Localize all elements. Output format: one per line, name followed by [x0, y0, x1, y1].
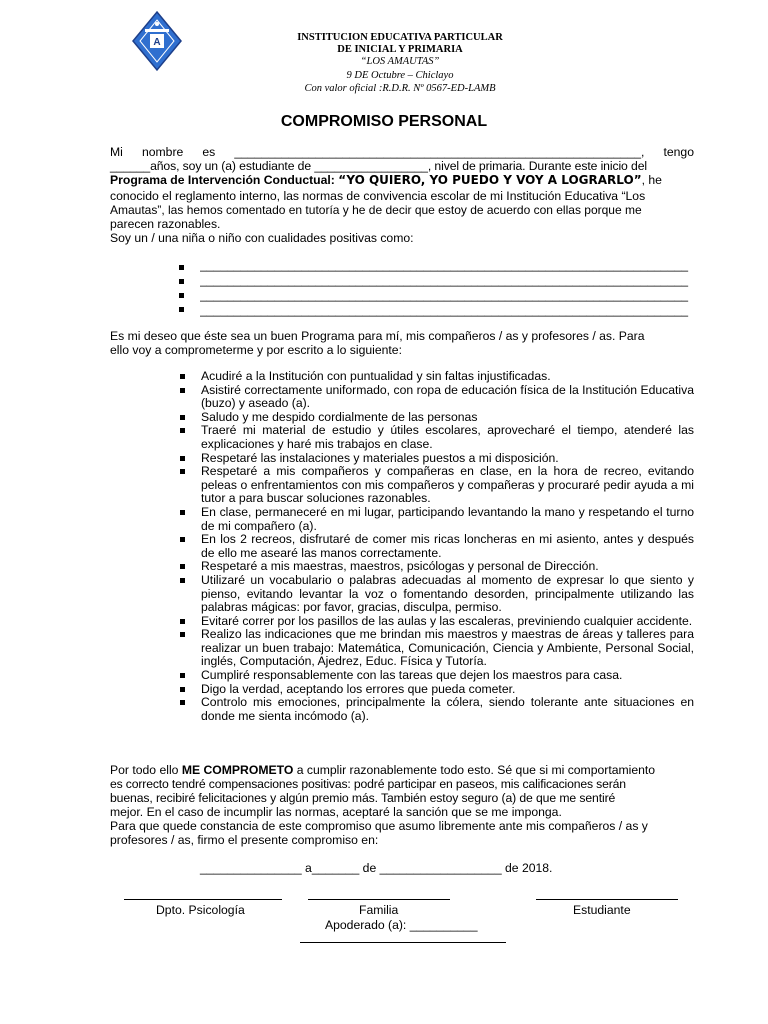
signature-label-estudiante: Estudiante: [573, 903, 631, 917]
commitment-text: Acudiré a la Institución con puntualidad y sin faltas injustificadas.: [201, 369, 551, 383]
commitment-text: Controlo mis emociones, principalmente la cólera, siendo tolerante ante situaciones en donde me sienta incómodo (a).: [201, 695, 694, 723]
commitment-text: En los 2 recreos, disfrutaré de comer mis ricas loncheras en mi asiento, antes y después de ello me asearé las manos correctamente.: [201, 532, 694, 560]
commitment-text: Respetaré a mis compañeros y compañeras en clase, en la hora de recreo, evitando peleas o enfrentamientos con mis compañeros y compañeras y procuraré pedir ayuda a mi tutor a para buscar soluciones razonables.: [201, 464, 694, 506]
institution-level: DE INICIAL Y PRIMARIA: [337, 44, 463, 55]
signature-label-psicologia: Dpto. Psicología: [156, 903, 245, 917]
intro-reasonable-line: parecen razonables.: [110, 217, 221, 231]
bullet-icon: [180, 510, 185, 515]
commitment-text: Respetaré las instalaciones y materiales puestos a mi disposición.: [201, 450, 559, 465]
bullet-icon: [180, 456, 185, 461]
intro-word: es: [202, 145, 216, 159]
bullet-icon: [180, 428, 185, 433]
institution-name: INSTITUCION EDUCATIVA PARTICULAR: [297, 32, 503, 43]
institution-brand: “LOS AMAUTAS”: [360, 56, 440, 67]
commitment-emphasis: ME COMPROMETO: [181, 763, 294, 777]
commitment-item: [178, 411, 694, 425]
intro-age-line: ______años, soy un (a) estudiante de _________________, nivel de primaria. Durante este inicio del: [110, 159, 647, 173]
intro-word: tengo: [663, 145, 694, 159]
commitment-text: Respetaré a mis maestras, maestros, psicólogas y personal de Dirección.: [201, 559, 599, 574]
signature-line-estudiante: [536, 899, 678, 900]
bullet-icon: [180, 578, 185, 583]
commitment-item: [178, 683, 694, 697]
bullet-icon: [180, 469, 185, 474]
commitment-text: Saludo y me despido cordialmente de las personas: [201, 409, 478, 424]
signature-line-familia: [308, 899, 450, 900]
intro-text: , he: [641, 173, 662, 187]
bullet-icon: [180, 537, 185, 542]
svg-text:A: A: [153, 37, 161, 48]
school-logo: [131, 10, 183, 72]
wish-line: ello voy a comprometerme y por escrito a lo siguiente:: [110, 343, 402, 357]
commitment-item: [178, 452, 694, 466]
closing-line: mejor. En el caso de incumplir las normas, aceptaré la sanción que se me imponga.: [110, 805, 562, 819]
bullet-icon: [179, 307, 184, 312]
date-line: _______________ a_______ de __________________ de 2018.: [200, 861, 553, 875]
name-blank: ____________________________________________________________,: [234, 145, 645, 159]
quality-blank-line: ________________________________________________________________________: [200, 289, 689, 302]
commitment-text: Realizo las indicaciones que me brindan mis maestros y maestras de áreas y talleres para realizar un buen trabajo: Matemática, Comunicación, Ciencia y Ambiente, Personal Social, inglés, Computación, Ajedrez, Educ. Física y Tutoría.: [201, 627, 694, 669]
commitment-text: Evitaré correr por los pasillos de las aulas y las escaleras, previniendo cualquier accidente.: [201, 613, 693, 628]
commitment-text: Traeré mi material de estudio y útiles escolares, aprovecharé el tiempo, atenderé las explicaciones y haré mis trabajos en clase.: [201, 423, 694, 451]
bullet-icon: [180, 632, 185, 637]
program-name: “YO QUIERO, YO PUEDO Y VOY A LOGRARLO”: [338, 173, 642, 187]
closing-text: a cumplir razonablemente todo esto. Sé que si mi comportamiento: [293, 763, 656, 777]
commitments-list: [178, 370, 694, 723]
quality-blank-line: ________________________________________________________________________: [200, 274, 689, 287]
intro-tutoring-line: Amautas”, las hemos comentado en tutoría y he de decir que estoy de acuerdo con ellas porque me: [110, 203, 642, 217]
commitment-item: [178, 465, 694, 506]
bullet-icon: [180, 673, 185, 678]
bullet-icon: [180, 687, 185, 692]
intro-name-line: [110, 146, 694, 160]
bullet-icon: [179, 293, 184, 298]
commitment-item: [178, 669, 694, 683]
qualities-prompt: Soy un / una niña o niño con cualidades positivas como:: [110, 231, 414, 245]
commitment-item: [178, 628, 694, 669]
program-label: Programa de Intervención Conductual:: [110, 173, 335, 187]
closing-line: es correcto tendré compensaciones positivas: podré participar en paseos, mis calificaciones serán: [110, 777, 626, 791]
document-title: COMPROMISO PERSONAL: [280, 113, 488, 130]
closing-line: profesores / as, firmo el presente compromiso en:: [110, 833, 379, 847]
intro-word: Mi: [110, 145, 123, 159]
wish-line: Es mi deseo que éste sea un buen Programa para mí, mis compañeros / as y profesores / as. Para: [110, 329, 645, 343]
bullet-icon: [180, 415, 185, 420]
bullet-icon: [180, 619, 185, 624]
closing-line: Para que quede constancia de este compromiso que asumo libremente ante mis compañeros / as y: [110, 819, 648, 833]
commitment-text: En clase, permaneceré en mi lugar, participando levantando la mano y respetando el turno de mi compañero (a).: [201, 504, 694, 533]
commitment-text: Asistiré correctamente uniformado, con ropa de educación física de la Institución Educativa (buzo) y aseado (a).: [201, 382, 694, 411]
quality-blank-line: ________________________________________________________________________: [200, 259, 689, 272]
quality-blank-line: ________________________________________________________________________: [200, 304, 689, 317]
commitment-item: [178, 506, 694, 533]
institution-resolution: Con valor oficial :R.D.R. Nº 0567-ED-LAMB: [304, 83, 496, 94]
commitment-text: Digo la verdad, aceptando los errores que pueda cometer.: [201, 681, 516, 696]
apoderado-field: Apoderado (a): __________: [325, 918, 478, 932]
institution-address: 9 DE Octubre – Chiclayo: [346, 70, 454, 81]
commitment-item: [178, 384, 694, 411]
bullet-icon: [180, 700, 185, 705]
intro-word: nombre: [141, 145, 184, 159]
signature-line-psicologia: [124, 899, 282, 900]
commitment-text: Utilizaré un vocabulario o palabras adecuadas al momento de expresar lo que siento y pienso, evitando levantar la voz o fomentando desorden, principalmente utilizando las palabras mágicas: por favor, gracias, disculpa, permiso.: [201, 572, 694, 615]
bullet-icon: [180, 388, 185, 393]
closing-line: [110, 764, 694, 778]
closing-line: buenas, recibiré felicitaciones y algún premio más. También estoy seguro (a) de que me sentiré: [110, 791, 616, 805]
commitment-text: Cumpliré responsablemente con las tareas que dejen los maestros para casa.: [201, 668, 623, 683]
commitment-item: [178, 424, 694, 451]
commitment-item: [178, 615, 694, 629]
signature-label-familia: Familia: [359, 903, 399, 917]
commitment-item: [178, 696, 694, 723]
bullet-icon: [180, 564, 185, 569]
intro-rules-line: conocido el reglamento interno, las normas de convivencia escolar de mi Institución Educativa “Los: [110, 189, 646, 203]
closing-text: Por todo ello: [110, 763, 182, 777]
bullet-icon: [179, 279, 184, 284]
commitment-item: [178, 533, 694, 560]
commitment-item: [178, 370, 694, 384]
bullet-icon: [179, 265, 184, 270]
intro-program-line: [110, 174, 694, 188]
bullet-icon: [180, 374, 185, 379]
signature-line-apoderado: [300, 942, 506, 943]
commitment-item: [178, 574, 694, 615]
commitment-item: [178, 560, 694, 574]
